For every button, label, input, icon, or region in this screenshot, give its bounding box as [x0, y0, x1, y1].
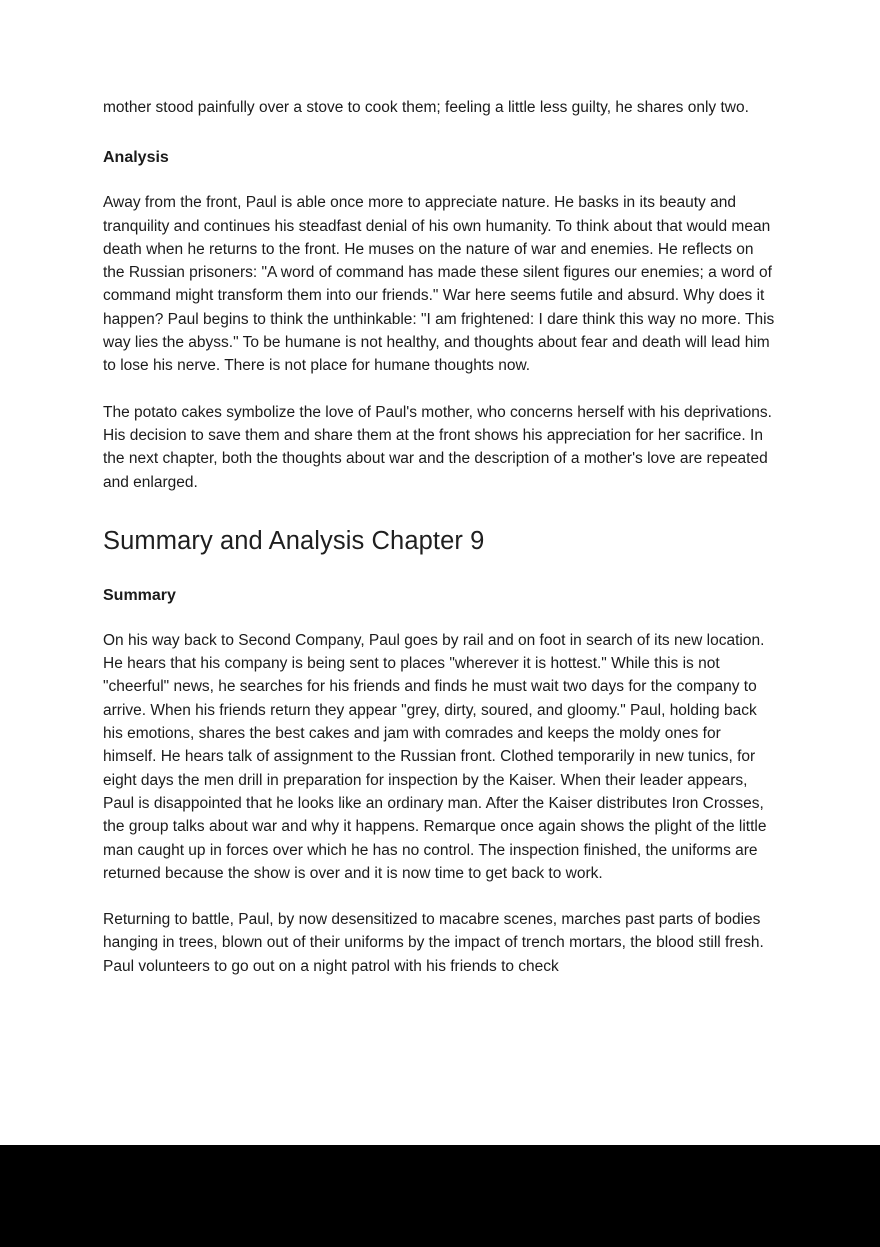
article-content — [103, 0, 777, 1001]
chapter-section-heading: Summary and Analysis Chapter 9 — [103, 526, 485, 555]
paragraph-continuation: mother stood painfully over a stove to cook them; feeling a little less guilty, he shares only two. — [103, 99, 749, 116]
bottom-letterbox — [0, 1145, 880, 1247]
analysis-paragraph-2: The potato cakes symbolize the love of Paul's mother, who concerns herself with his deprivations. His decision to save them and share them at the front shows his appreciation for her sacrifice. In the next chapter, both the thoughts about war and the description of a mother's love are repeated and enlarged. — [103, 403, 772, 491]
analysis-paragraph-1: Away from the front, Paul is able once more to appreciate nature. He basks in its beauty and tranquility and continues his steadfast denial of his own humanity. To think about that would mean death when he returns to the front. He muses on the nature of war and enemies. He reflects on the Russian prisoners: "A word of command has made these silent figures our enemies; a word of command might transform them into our friends." War here seems futile and absurd. Why does it happen? Paul begins to think the unthinkable: "I am frightened: I dare think this way no more. This way lies the abyss." To be humane is not healthy, and thoughts about fear and death will lead him to lose his nerve. There is not place for humane thoughts now. — [103, 194, 775, 375]
analysis-heading: Analysis — [103, 149, 169, 167]
summary-heading: Summary — [103, 586, 176, 604]
summary-paragraph-2: Returning to battle, Paul, by now desensitized to macabre scenes, marches past parts of bodies hanging in trees, blown out of their uniforms by the impact of trench mortars, the blood still fresh. Paul volunteers to go out on a night patrol with his friends to check — [103, 911, 764, 975]
summary-paragraph-1: On his way back to Second Company, Paul goes by rail and on foot in search of its new location. He hears that his company is being sent to places "wherever it is hottest." While this is not "cheerful" news, he searches for his friends and finds he must wait two days for the company to arrive. When his friends return they appear "grey, dirty, soured, and gloomy." Paul, holding back his emotions, shares the best cakes and jam with comrades and keeps the moldy ones for himself. He hears talk of assignment to the Russian front. Clothed temporarily in new tunics, for eight days the men drill in preparation for inspection by the Kaiser. When their leader appears, Paul is disappointed that he looks like an ordinary man. After the Kaiser distributes Iron Crosses, the group talks about war and why it happens. Remarque once again shows the plight of the little man caught up in forces over which he has no control. The inspection finished, the uniforms are returned because the show is over and it is now time to get back to work. — [103, 631, 767, 882]
